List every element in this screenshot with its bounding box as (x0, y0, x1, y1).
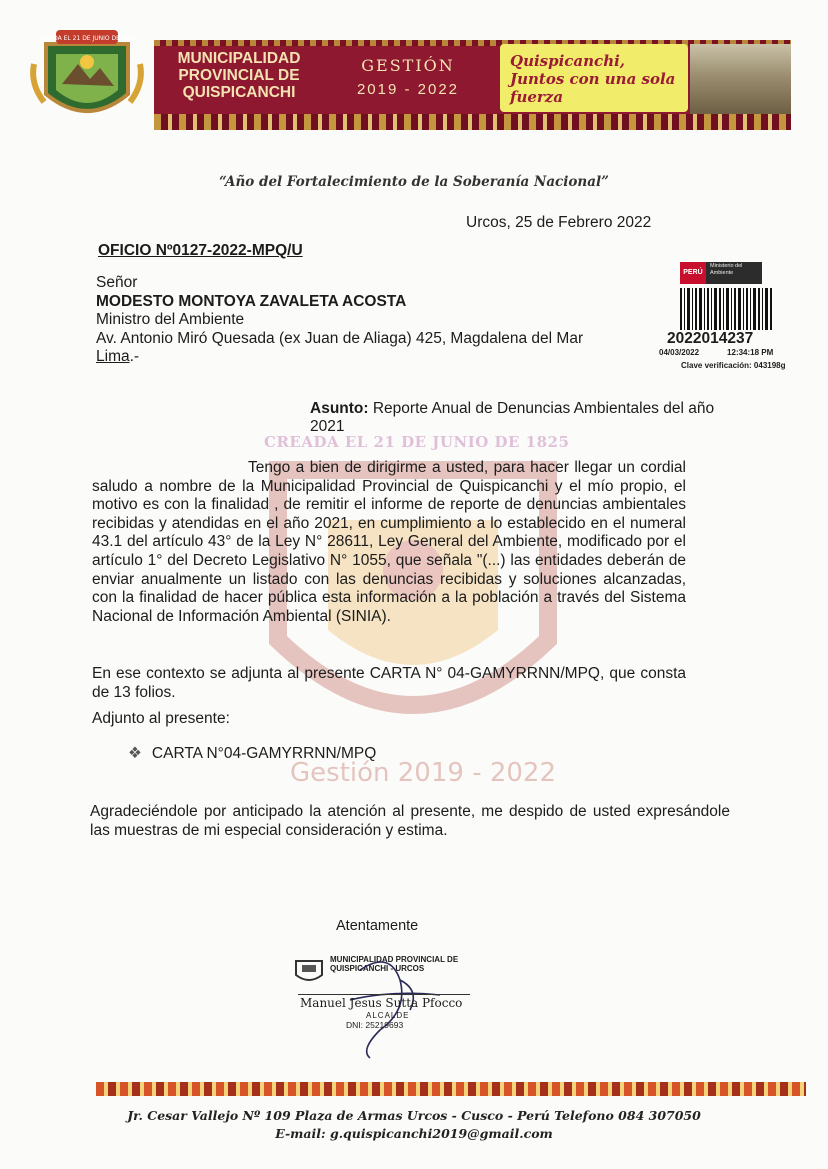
signer-dni: DNI: 25219693 (346, 1020, 404, 1030)
slogan-box (500, 44, 688, 112)
gestion-years: 2019 - 2022 (356, 81, 460, 98)
stamp-time: 12:34:18 PM (727, 348, 774, 357)
signer-name: Manuel Jesus Sutta Pfocco (300, 996, 463, 1010)
gestion-block (320, 48, 496, 110)
stamp-country: PERÚ (680, 262, 706, 284)
footer-decorative-band (96, 1082, 806, 1096)
recipient-block (96, 274, 583, 367)
stamp-datetime (659, 348, 773, 357)
stamp-registry-number: 2022014237 (667, 330, 754, 347)
municipality-name: MUNICIPALIDAD PROVINCIAL DE QUISPICANCHI (177, 50, 301, 101)
body-paragraph-1: Tengo a bien de dirigirme a usted, para hacer llegar un cordial saludo a nombre de la Municipalidad Provincial de Quispicanchi y el mío propio, el motivo es con la finalidad , de remitir el informe de reporte de denuncias ambientales recibidas y atendidas en el año 2021, en cumplimiento a lo establecido en el numeral 43.1 del artículo 43° de la Ley N° 28611, Ley General del Ambiente, modificado por el artículo 1° del Decreto Legislativo N° 1055, que señala "(...) las entidades deberán de enviar anualmente un listado con las denuncias recibidas y soluciones alcanzadas, con la finalidad de hacer pública esta información a la población a través del Sistema Nacional de Información Ambiental (SINIA). (92, 459, 686, 625)
recipient-city: Lima (96, 348, 130, 365)
closing-paragraph: Agradeciéndole por anticipado la atención al presente, me despido de usted expresándole las muestras de mi especial consideración y estima. (90, 803, 730, 839)
recipient-city-line (96, 348, 583, 367)
subject-text: Reporte Anual de Denuncias Ambientales del año 2021 (310, 400, 715, 435)
banner-bottom-stripe (154, 114, 791, 130)
attachment-intro: Adjunto al presente: (92, 710, 230, 727)
subject-line (310, 400, 736, 436)
small-seal-icon (292, 955, 326, 985)
document-number: OFICIO Nº0127-2022-MPQ/U (98, 242, 303, 259)
year-motto: “Año del Fortalecimiento de la Soberanía Nacional” (219, 174, 609, 190)
signature-stamp-line-2: QUISPICANCHI - URCOS (330, 964, 425, 973)
recipient-name: MODESTO MONTOYA ZAVALETA ACOSTA (96, 292, 407, 310)
signature-line (298, 994, 470, 995)
letter-date: Urcos, 25 de Febrero 2022 (466, 214, 652, 231)
signer-role: ALCALDE (366, 1011, 410, 1020)
landscape-photo (690, 44, 791, 114)
signature-stamp-line-1: MUNICIPALIDAD PROVINCIAL DE (330, 955, 459, 964)
body-paragraph-2: En ese contexto se adjunta al presente CARTA N° 04-GAMYRRNN/MPQ, que consta de 13 folios. (92, 665, 686, 701)
diamond-bullet-icon: ❖ (128, 745, 142, 762)
slogan-text: Quispicanchi, Juntos con una sola fuerza (510, 52, 676, 106)
recipient-salutation: Señor (96, 274, 138, 291)
footer-email: E-mail: g.quispicanchi2019@gmail.com (275, 1126, 553, 1141)
stamp-ministry: Ministerio del Ambiente (710, 263, 743, 276)
gestion-title: GESTIÓN (361, 56, 455, 75)
recipient-role: Ministro del Ambiente (96, 311, 245, 328)
watermark-bottom-text: Gestión 2019 - 2022 (290, 758, 557, 788)
seal-top-text: CREADA EL 21 DE JUNIO DE 1825 (36, 35, 138, 42)
closing-word: Atentamente (336, 918, 419, 934)
attachment-item (128, 744, 376, 763)
footer-address: Jr. Cesar Vallejo Nº 109 Plaza de Armas Urcos - Cusco - Perú Telefono 084 307050 (127, 1108, 701, 1123)
attachment-item-text: CARTA N°04-GAMYRRNN/MPQ (151, 745, 377, 762)
watermark-top-text: CREADA EL 21 DE JUNIO DE 1825 (264, 433, 570, 451)
municipal-coat-of-arms-icon (26, 24, 148, 128)
subject-label: Asunto: (310, 400, 369, 417)
recipient-city-suffix: .- (129, 348, 140, 365)
barcode-icon (680, 288, 772, 330)
stamp-date: 04/03/2022 (659, 348, 700, 357)
recipient-address: Av. Antonio Miró Quesada (ex Juan de Aliaga) 425, Magdalena del Mar (96, 329, 584, 347)
stamp-verification-key: Clave verificación: 043198g (681, 361, 786, 370)
